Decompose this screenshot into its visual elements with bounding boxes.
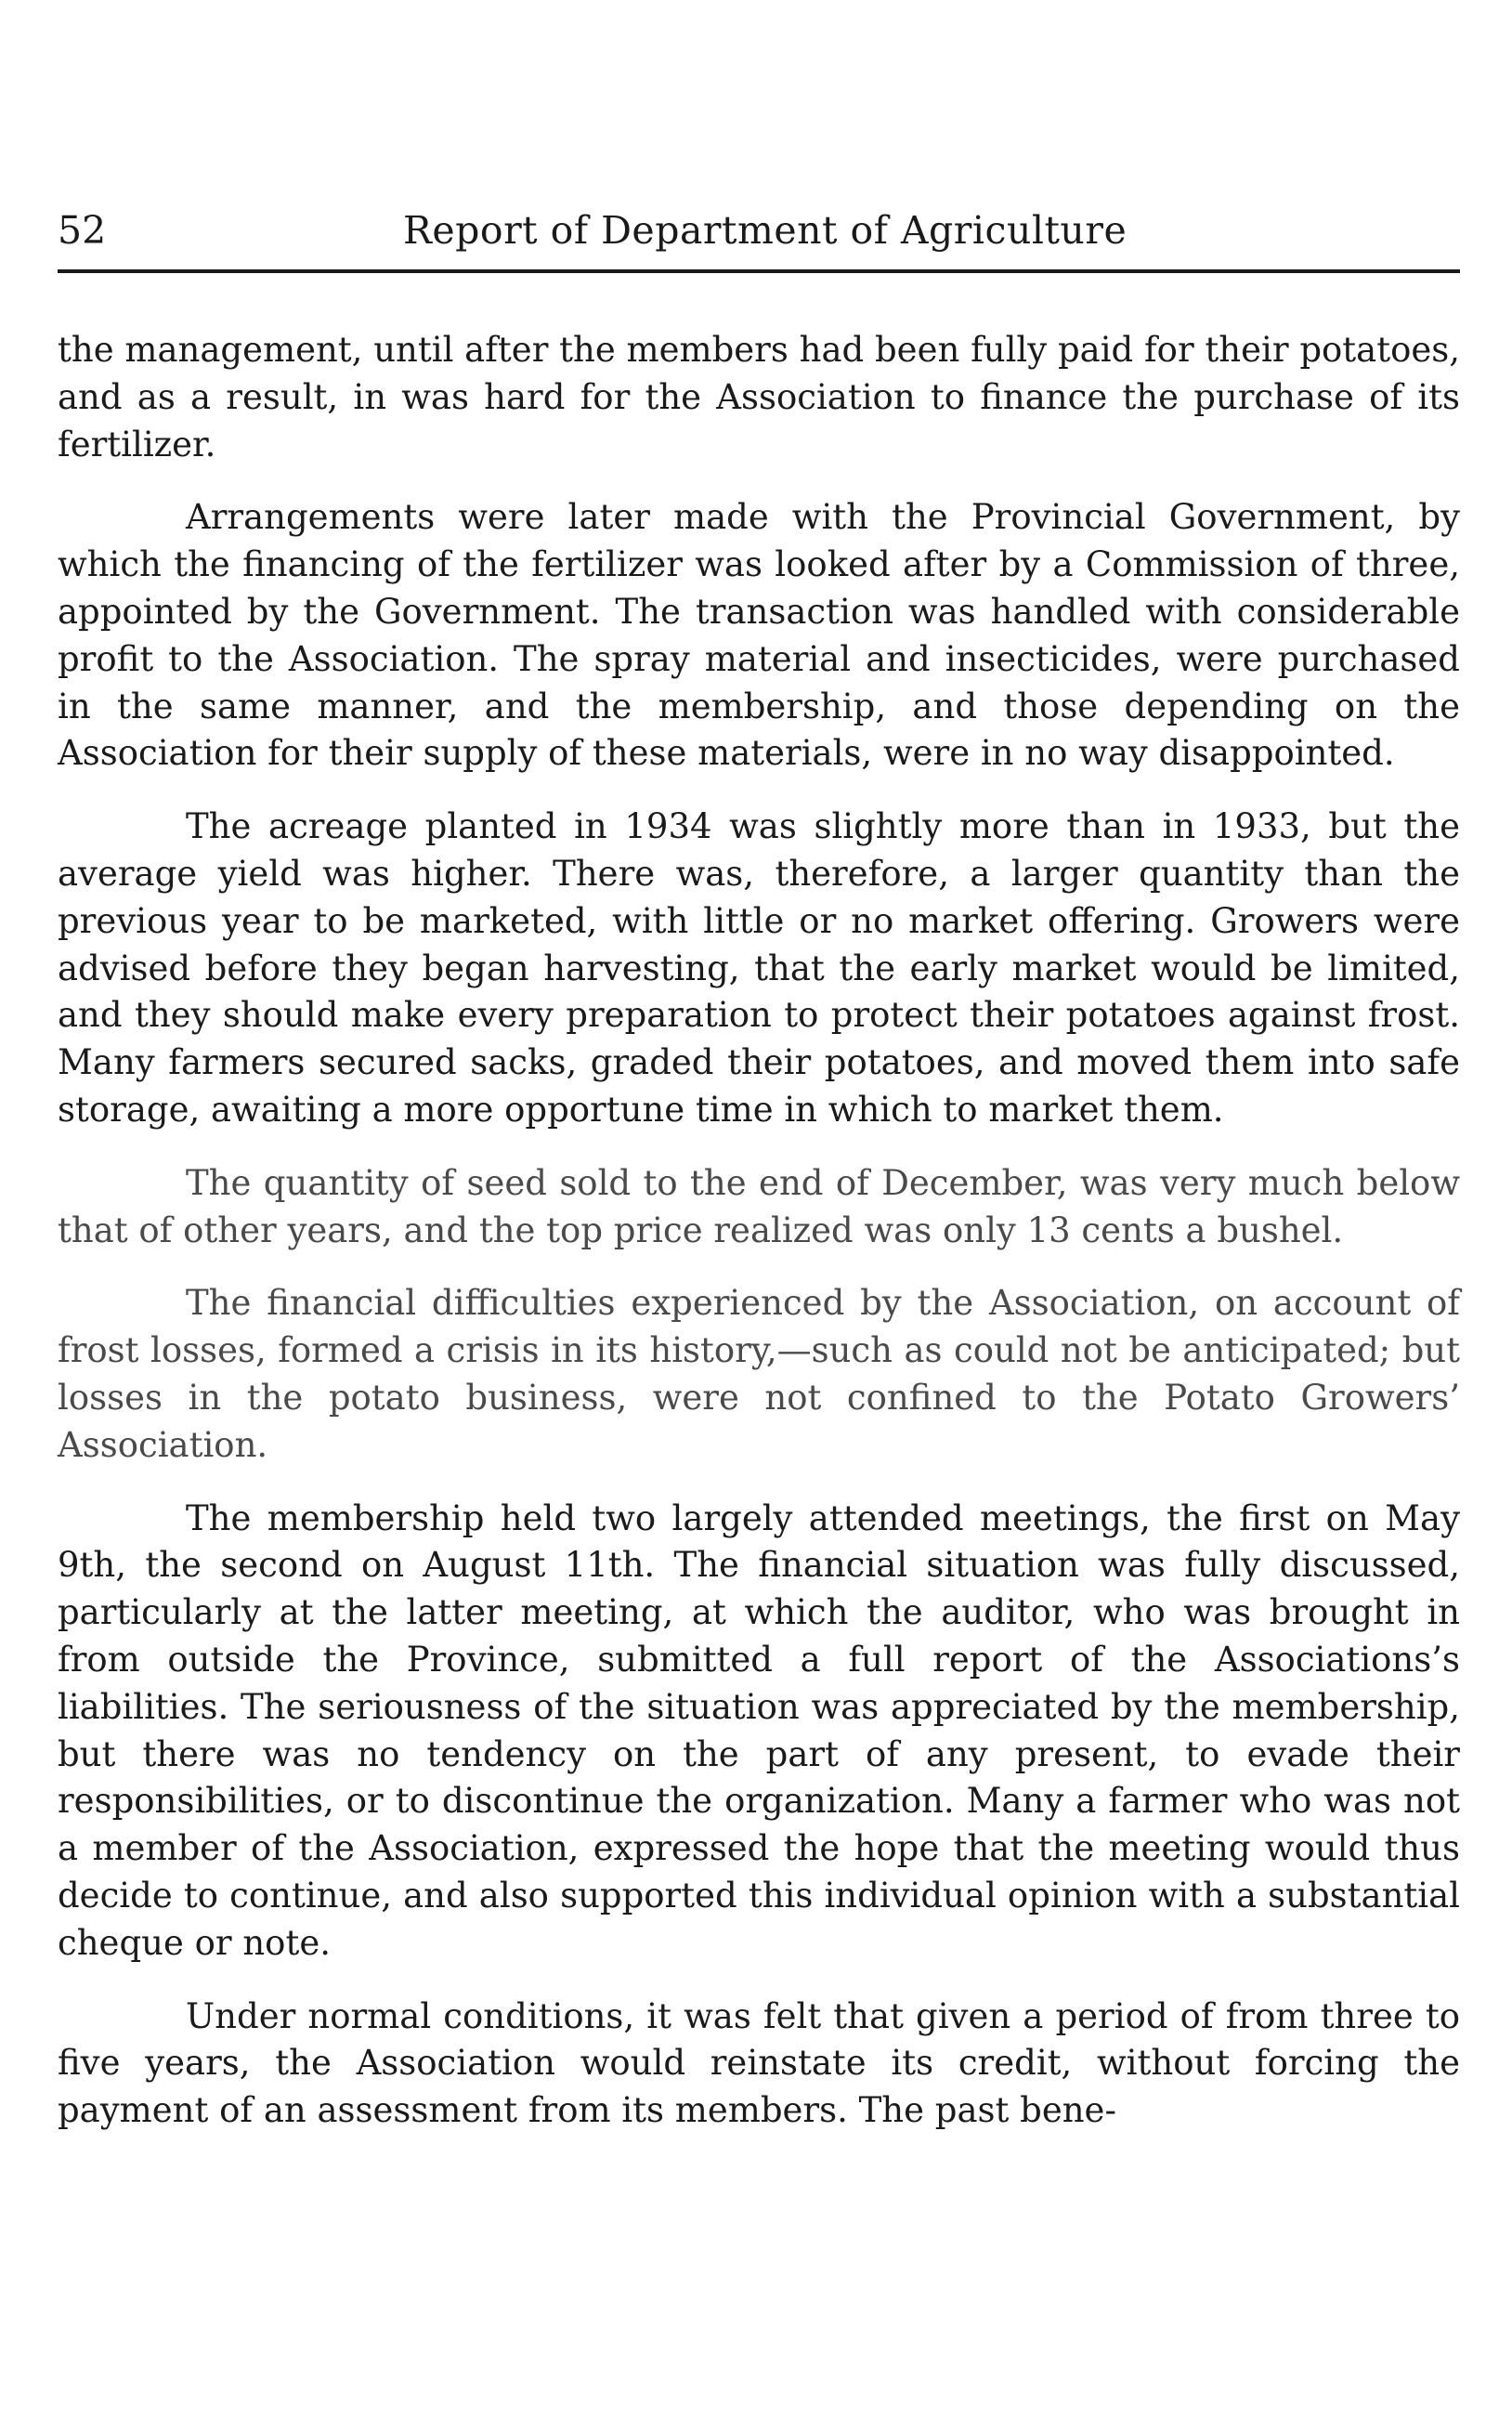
- report-page: [58, 0, 1460, 2419]
- body-text: [58, 327, 1460, 2161]
- paragraph-meetings: The membership held two largely attended meetings, the first on May 9th, the second on August 11th. The financial situation was fully discussed, particularly at the latter meeting, at which the auditor, who was brought in from outside the Province, submitted a full report of the Associations’s liabilities. The seriousness of the situation was appreciated by the membership, but there was no tendency on the part of any present, to evade their responsibilities, or to discontinue the organization. Many a farmer who was not a member of the Association, expressed the hope that the meeting would thus decide to continue, and also supported this individual opinion with a substantial cheque or note.: [58, 1497, 1460, 1963]
- paragraph-seed-sales: The quantity of seed sold to the end of December, was very much below that of other years, and the top price realized was only 13 cents a bushel.: [58, 1162, 1460, 1250]
- running-title: Report of Department of Agriculture: [403, 208, 1127, 253]
- paragraph-continuation: the management, until after the members had been fully paid for their potatoes, and as a result, in was hard for the Association to finance the purchase of its fertilizer.: [58, 330, 1460, 464]
- paragraph-acreage: The acreage planted in 1934 was slightly more than in 1933, but the average yield was higher. There was, therefore, a larger quantity than the previous year to be marketed, with little or no market offering. Growers were advised before they began harvesting, that the early market would be limited, and they should make every preparation to protect their potatoes against frost. Many farmers secured sacks, graded their potatoes, and moved them into safe storage, awaiting a more opportune time in which to market them.: [58, 806, 1460, 1130]
- paragraph-normal-conditions: Under normal conditions, it was felt that given a period of from three to five years, the Association would reinstate its credit, without forcing the payment of an assessment from its members. The past bene-: [58, 1995, 1460, 2131]
- paragraph-financial-difficulties: The financial difficulties experienced by the Association, on account of frost losses, formed a crisis in its history,—such as could not be anticipated; but losses in the potato business, were not confined to the Potato Growers’ Association.: [58, 1283, 1460, 1465]
- paragraph-arrangements: Arrangements were later made with the Provincial Government, by which the financing of the fertilizer was looked after by a Commission of three, appointed by the Government. The transaction was handled with considerable profit to the Association. The spray material and insecticides, were purchased in the same manner, and the membership, and those depending on the Association for their supply of these materials, were in no way disappointed.: [58, 497, 1460, 774]
- page-number: 52: [58, 208, 107, 253]
- header-rule: [58, 269, 1460, 273]
- running-head: [58, 203, 1460, 258]
